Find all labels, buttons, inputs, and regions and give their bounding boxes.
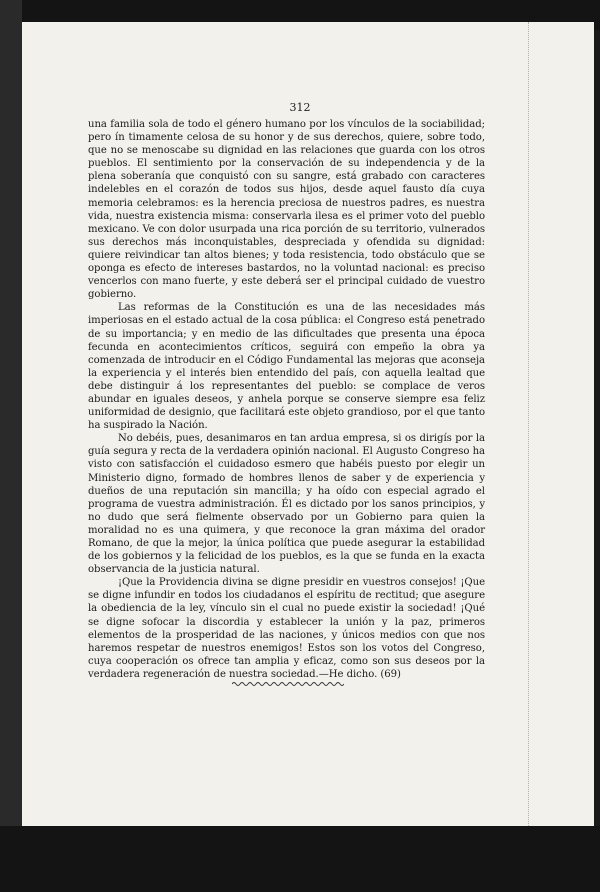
page-number: 312 bbox=[289, 101, 311, 114]
page-edge bbox=[528, 22, 533, 826]
paragraph-4: ¡Que la Providencia divina se digne presidir en vuestros consejos! ¡Que se digne infundir en todos los ciudadanos el espíritu de rectitud; que asegure la obediencia de la ley, vínculo sin el cual no puede existir la sociedad! ¡Qué se digne sofocar la discordia y establecer la unión y la paz, primeros elementos de la prosperidad de las naciones, y únicos medios con que nos haremos respetar de nuestros enemigos! Estos son los votos del Congreso, cuya cooperación os ofrece tan amplia y eficaz, como son sus deseos por la verdadera regeneración de nuestra sociedad.—He dicho. (69) bbox=[88, 577, 485, 680]
paragraph-1: una familia sola de todo el género humano por los vínculos de la sociabilidad; pero ín timamente celosa de su honor y de sus derechos, quiere, sobre todo, que no se menoscabe su dignidad en las relaciones que guarda con los otros pueblos. El sentimiento por la conservación de su independencia y de la plena soberanía que conquistó con su sangre, está grabado con caracteres indelebles en el corazón de todos sus hijos, desde aquel fausto día cuya memoria celebramos: es la herencia preciosa de nuestros padres, es nuestra vida, nuestra existencia misma: conservarla ilesa es el primer voto del pueblo mexicano. Ve con dolor usurpada una rica porción de su territorio, vulnerados sus derechos más inconquistables, despreciada y ofendida su dignidad: quiere reivindicar tan altos bienes; y toda resistencia, todo obstáculo que se oponga es efecto de intereses bastardos, no la voluntad nacional: es preciso vencerlos con mano fuerte, y este deberá ser el principal cuidado de vuestro gobierno. bbox=[88, 119, 485, 301]
scan-border-bottom bbox=[0, 826, 600, 892]
decorative-wavy-rule bbox=[232, 681, 344, 687]
scan-border-left bbox=[0, 0, 22, 892]
paragraph-3: No debéis, pues, desanimaros en tan ardua empresa, si os dirigís por la guía segura y recta de la verdadera opinión nacional. El Augusto Congreso ha visto con satisfacción el cuidadoso esmero que habéis puesto por elegir un Ministerio digno, formado de hombres llenos de saber y de experiencia y dueños de una reputación sin mancilla; y ha oído con especial agrado el programa de vuestra administración. Él es dictado por los sanos principios, y no dudo que será fielmente observado por un Gobierno para quien la moralidad no es una quimera, y que reconoce la gran máxima del orador Romano, de que la mejor, la única política que puede asegurar la estabilidad de los gobiernos y la felicidad de los pueblos, es la que se funda en la exacta observancia de la justicia natural. bbox=[88, 433, 485, 576]
body-text bbox=[88, 118, 485, 681]
paragraph-2: Las reformas de la Constitución es una de las necesidades más imperiosas en el estado actual de la cosa pública: el Congreso está penetrado de su importancia; y en medio de las dificultades que presenta una época fecunda en acontecimientos críticos, seguirá con empeño la obra ya comenzada de introducir en el Código Fundamental las mejoras que aconseja la experiencia y el interés bien entendido del país, con aquella lealtad que debe distinguir á los representantes del pueblo: se complace de veros abundar en iguales deseos, y anhela porque se conserve siempre esa feliz uniformidad de designio, que facilitará este objeto grandioso, por el que tanto ha suspirado la Nación. bbox=[88, 302, 485, 432]
